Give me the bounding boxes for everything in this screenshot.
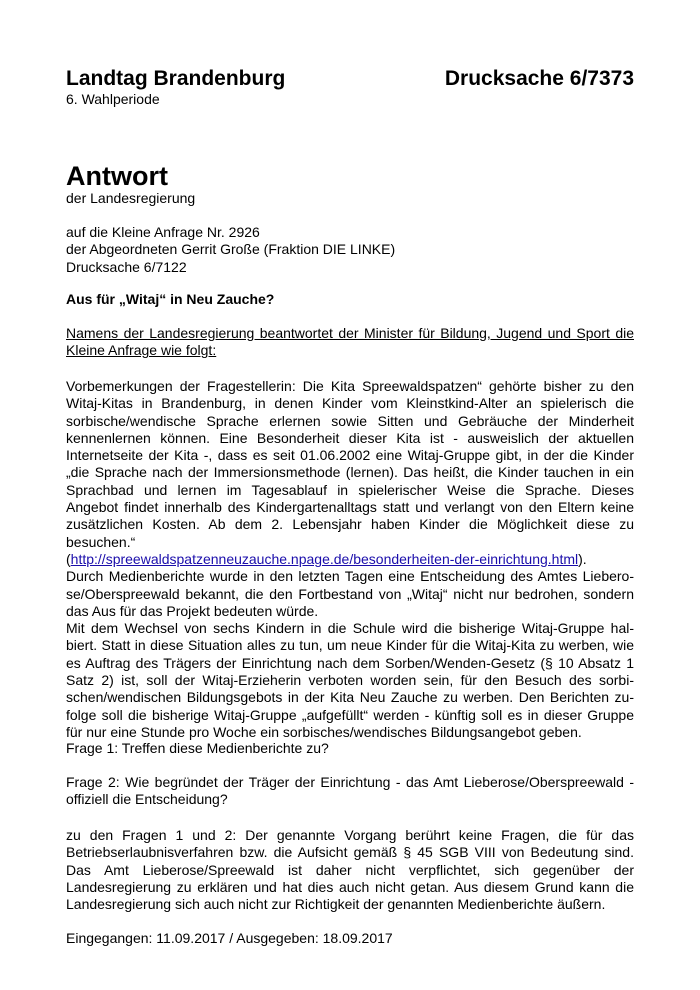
paragraph-line: folge soll die bisherige Witaj-Gruppe „aufgefüllt“ werden - künftig soll es in dieser Gruppe xyxy=(66,706,634,723)
paragraph-line: biert. Statt in diese Situation alles zu tun, um neue Kinder für die Witaj-Kita zu werben, wie xyxy=(66,637,634,654)
reference-line: auf die Kleine Anfrage Nr. 2926 xyxy=(66,224,260,240)
paragraph-line: es Auftrag des Trägers der Einrichtung nach dem Sorben/Wenden-Gesetz (§ 10 Absatz 1 xyxy=(66,654,634,671)
paragraph-line: zusätzlichen Kosten. Ab dem 2. Lebensjahr haben Kinder die Möglichkeit diese zu xyxy=(66,516,634,533)
paragraph-line: se/Oberspreewald bekannt, die den Fortbestand von „Witaj“ nicht nur bedrohen, sondern xyxy=(66,585,634,602)
paragraph-line: das Aus für das Projekt bedeuten würde. xyxy=(66,602,319,619)
link-close: ). xyxy=(578,550,587,567)
page-title: Antwort xyxy=(66,161,168,191)
intro-line: Namens der Landesregierung beantwortet der Minister für Bildung, Jugend und Sport die xyxy=(66,325,634,341)
paragraph-line: kennenlernen können. Eine Besonderheit dieser Kita ist - ausweislich der aktuellen xyxy=(66,429,634,446)
question-2 xyxy=(66,774,634,809)
subtitle: der Landesregierung xyxy=(66,190,196,206)
source-link[interactable]: http://spreewaldspatzenneuzauche.npage.de/besonderheiten-der-einrichtung.html xyxy=(70,550,579,567)
question-line: Frage 2: Wie begründet der Träger der Einrichtung - das Amt Lieberose/Oberspreewald - xyxy=(66,774,634,790)
answer-line: Landesregierung zu erklären und hat dies auch nicht getan. Aus diesem Grund kann die xyxy=(66,878,634,895)
intro-line: Kleine Anfrage wie folgt: xyxy=(66,342,217,359)
drucksache-number: Drucksache 6/7373 xyxy=(444,67,634,90)
link-open: ( xyxy=(66,550,71,567)
intro-statement xyxy=(66,325,634,360)
paragraph-line: „die Sprache nach der Immersionsmethode (lernen). Das heißt, die Kinder tauchen in ein xyxy=(66,464,634,481)
answer-block xyxy=(66,827,634,913)
preliminary-remarks xyxy=(66,378,634,741)
paragraph-line: Angebot findet innerhalb des Kindergartenalltags statt und verlangt von den Eltern keine xyxy=(66,499,634,516)
wahlperiode: 6. Wahlperiode xyxy=(66,91,160,107)
source-reference xyxy=(66,551,634,568)
reference-block xyxy=(66,224,634,276)
answer-line: Das Amt Lieberose/Spreewald ist daher nicht verpflichtet, sich gegenüber der xyxy=(66,861,634,878)
answer-line: Landesregierung sich auch nicht zur Richtigkeit der genannten Medienberichte äußern. xyxy=(66,896,606,913)
paragraph-line: besuchen.“ xyxy=(66,533,136,550)
paragraph-line: Witaj-Kitas in Brandenburg, in denen Kinder vom Kleinstkind-Alter an spielerisch die xyxy=(66,395,634,412)
reference-line: der Abgeordneten Gerrit Große (Fraktion DIE LINKE) xyxy=(66,241,396,258)
paragraph-line: Mit dem Wechsel von sechs Kindern in die Schule wird die bisherige Witaj-Gruppe hal- xyxy=(66,620,634,637)
paragraph-line: schen/wendischen Bildungsgebots in der Kita Neu Zauche zu werben. Den Berichten zu- xyxy=(66,689,634,706)
paragraph-line: Vorbemerkungen der Fragestellerin: Die Kita Spreewaldspatzen“ gehörte bisher zu den xyxy=(66,378,634,394)
question-1: Frage 1: Treffen diese Medienberichte zu? xyxy=(66,740,329,756)
answer-line: Betriebserlaubnisverfahren bzw. die Aufsicht gemäß § 45 SGB VIII von Bedeutung sind. xyxy=(66,844,634,861)
paragraph-line: Internetseite der Kita -, dass es seit 01.06.2002 eine Witaj-Gruppe gibt, in der die Kinder xyxy=(66,447,634,464)
answer-line: zu den Fragen 1 und 2: Der genannte Vorgang berührt keine Fragen, die für das xyxy=(66,827,634,843)
question-title: Aus für „Witaj“ in Neu Zauche? xyxy=(66,291,275,307)
footer-dates: Eingegangen: 11.09.2017 / Ausgegeben: 18.09.2017 xyxy=(66,930,393,946)
paragraph-line: sorbische/wendische Sprache erlernen sowie Sitten und Gebräuche der Minderheit xyxy=(66,412,634,429)
paragraph-line: Sprachbad und lernen im Tagesablauf in spielerischer Weise die Sprache. Dieses xyxy=(66,481,634,498)
question-line: offiziell die Entscheidung? xyxy=(66,791,228,808)
paragraph-line: für nur eine Stunde pro Woche ein sorbisches/wendisches Bildungsangebot geben. xyxy=(66,723,582,740)
institution-title: Landtag Brandenburg xyxy=(66,67,286,90)
document-header xyxy=(66,66,634,92)
paragraph-line: Satz 2) ist, soll der Witaj-Erzieherin verboten worden sein, für den Besuch des sorbi- xyxy=(66,672,634,689)
reference-line: Drucksache 6/7122 xyxy=(66,258,187,275)
paragraph-line: Durch Medienberichte wurde in den letzten Tagen eine Entscheidung des Amtes Liebero- xyxy=(66,568,634,585)
